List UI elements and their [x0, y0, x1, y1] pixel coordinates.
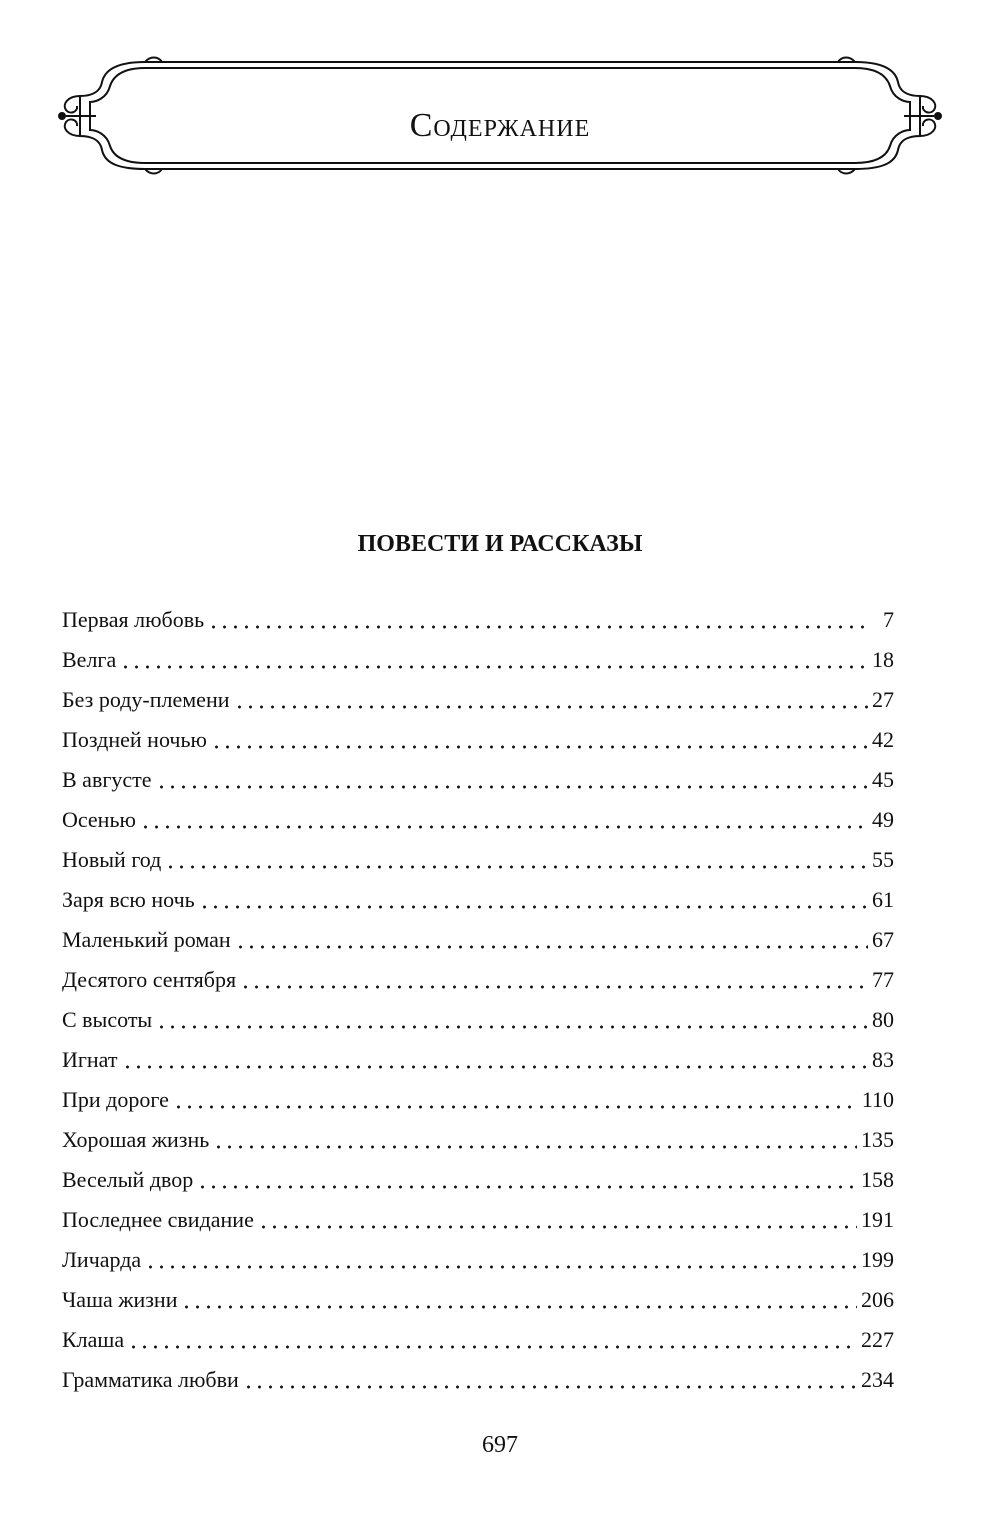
- toc-entry-title: С высоты: [62, 1007, 153, 1032]
- dot-leader: [243, 1385, 857, 1389]
- toc-entry-title: Новый год: [62, 847, 162, 872]
- toc-entry-page: 55: [872, 847, 894, 872]
- dot-leader: [165, 865, 868, 869]
- dot-leader: [120, 665, 868, 669]
- toc-entry: [62, 800, 894, 840]
- dot-leader: [173, 1105, 858, 1109]
- toc-entry: [62, 1160, 894, 1200]
- toc-entry-page: 61: [872, 887, 894, 912]
- dot-leader: [181, 1305, 857, 1309]
- dot-leader: [208, 625, 872, 629]
- toc-entry: [62, 760, 894, 800]
- toc-entry-page: 234: [861, 1367, 894, 1392]
- toc-entry-title: Клаша: [62, 1327, 125, 1352]
- toc-entry-title: В августе: [62, 767, 152, 792]
- toc-entry-title: Последнее свидание: [62, 1207, 254, 1232]
- toc-entry: [62, 1000, 894, 1040]
- toc-entry-page: 135: [861, 1127, 894, 1152]
- toc-entry: [62, 720, 894, 760]
- toc-entry-title: Маленький роман: [62, 927, 231, 952]
- toc-entry-title: Велга: [62, 647, 117, 672]
- toc-entry-page: 110: [861, 1087, 894, 1112]
- section-heading: ПОВЕСТИ И РАССКАЗЫ: [357, 531, 643, 557]
- dot-leader: [140, 825, 868, 829]
- toc-entry-title: Хорошая жизнь: [62, 1127, 210, 1152]
- toc-entry-title: Веселый двор: [62, 1167, 194, 1192]
- toc-entry-page: 27: [872, 687, 894, 712]
- toc-entry: [62, 1320, 894, 1360]
- toc-entry-page: 49: [872, 807, 894, 832]
- toc-entry: [62, 880, 894, 920]
- toc-entry-page: 45: [872, 767, 894, 792]
- toc-entry-page: 158: [861, 1167, 894, 1192]
- toc-entry: [62, 1040, 894, 1080]
- toc-entry: [62, 1280, 894, 1320]
- dot-leader: [156, 785, 869, 789]
- toc-entry-page: 83: [872, 1047, 894, 1072]
- dot-leader: [258, 1225, 857, 1229]
- page-number: 697: [482, 1432, 518, 1458]
- toc-entry-title: Игнат: [62, 1047, 118, 1072]
- dot-leader: [199, 905, 868, 909]
- toc-entry-title: Без роду-племени: [62, 687, 230, 712]
- toc-entry: [62, 600, 894, 640]
- dot-leader: [156, 1025, 868, 1029]
- table-of-contents: [62, 600, 894, 1400]
- dot-leader: [128, 1345, 857, 1349]
- toc-entry-title: Первая любовь: [62, 607, 205, 632]
- page-title: Содержание: [409, 107, 591, 144]
- dot-leader: [234, 705, 869, 709]
- toc-entry-title: Грамматика любви: [62, 1367, 239, 1392]
- toc-entry-title: Десятого сентября: [62, 967, 237, 992]
- toc-entry: [62, 1080, 894, 1120]
- toc-entry-page: 206: [861, 1287, 894, 1312]
- toc-entry-page: 18: [872, 647, 894, 672]
- toc-entry-page: 67: [872, 927, 894, 952]
- toc-entry: [62, 1200, 894, 1240]
- toc-entry: [62, 680, 894, 720]
- toc-entry-title: Заря всю ночь: [62, 887, 195, 912]
- toc-entry-page: 7: [883, 607, 894, 632]
- toc-entry: [62, 1240, 894, 1280]
- toc-entry: [62, 840, 894, 880]
- toc-entry: [62, 1360, 894, 1400]
- dot-leader: [145, 1265, 857, 1269]
- toc-entry-title: При дороге: [62, 1087, 169, 1112]
- dot-leader: [211, 745, 868, 749]
- toc-entry-page: 42: [872, 727, 894, 752]
- toc-entry-title: Личарда: [62, 1247, 142, 1272]
- toc-entry: [62, 920, 894, 960]
- toc-entry-title: Чаша жизни: [62, 1287, 178, 1312]
- toc-entry-title: Осенью: [62, 807, 136, 832]
- toc-entry: [62, 1120, 894, 1160]
- toc-entry: [62, 640, 894, 680]
- dot-leader: [240, 985, 868, 989]
- toc-entry-page: 199: [861, 1247, 894, 1272]
- dot-leader: [213, 1145, 857, 1149]
- toc-entry-page: 191: [861, 1207, 894, 1232]
- toc-entry-title: Поздней ночью: [62, 727, 207, 752]
- toc-entry-page: 77: [872, 967, 894, 992]
- toc-entry: [62, 960, 894, 1000]
- dot-leader: [197, 1185, 857, 1189]
- dot-leader: [235, 945, 868, 949]
- dot-leader: [122, 1065, 869, 1069]
- toc-entry-page: 80: [872, 1007, 894, 1032]
- toc-entry-page: 227: [861, 1327, 894, 1352]
